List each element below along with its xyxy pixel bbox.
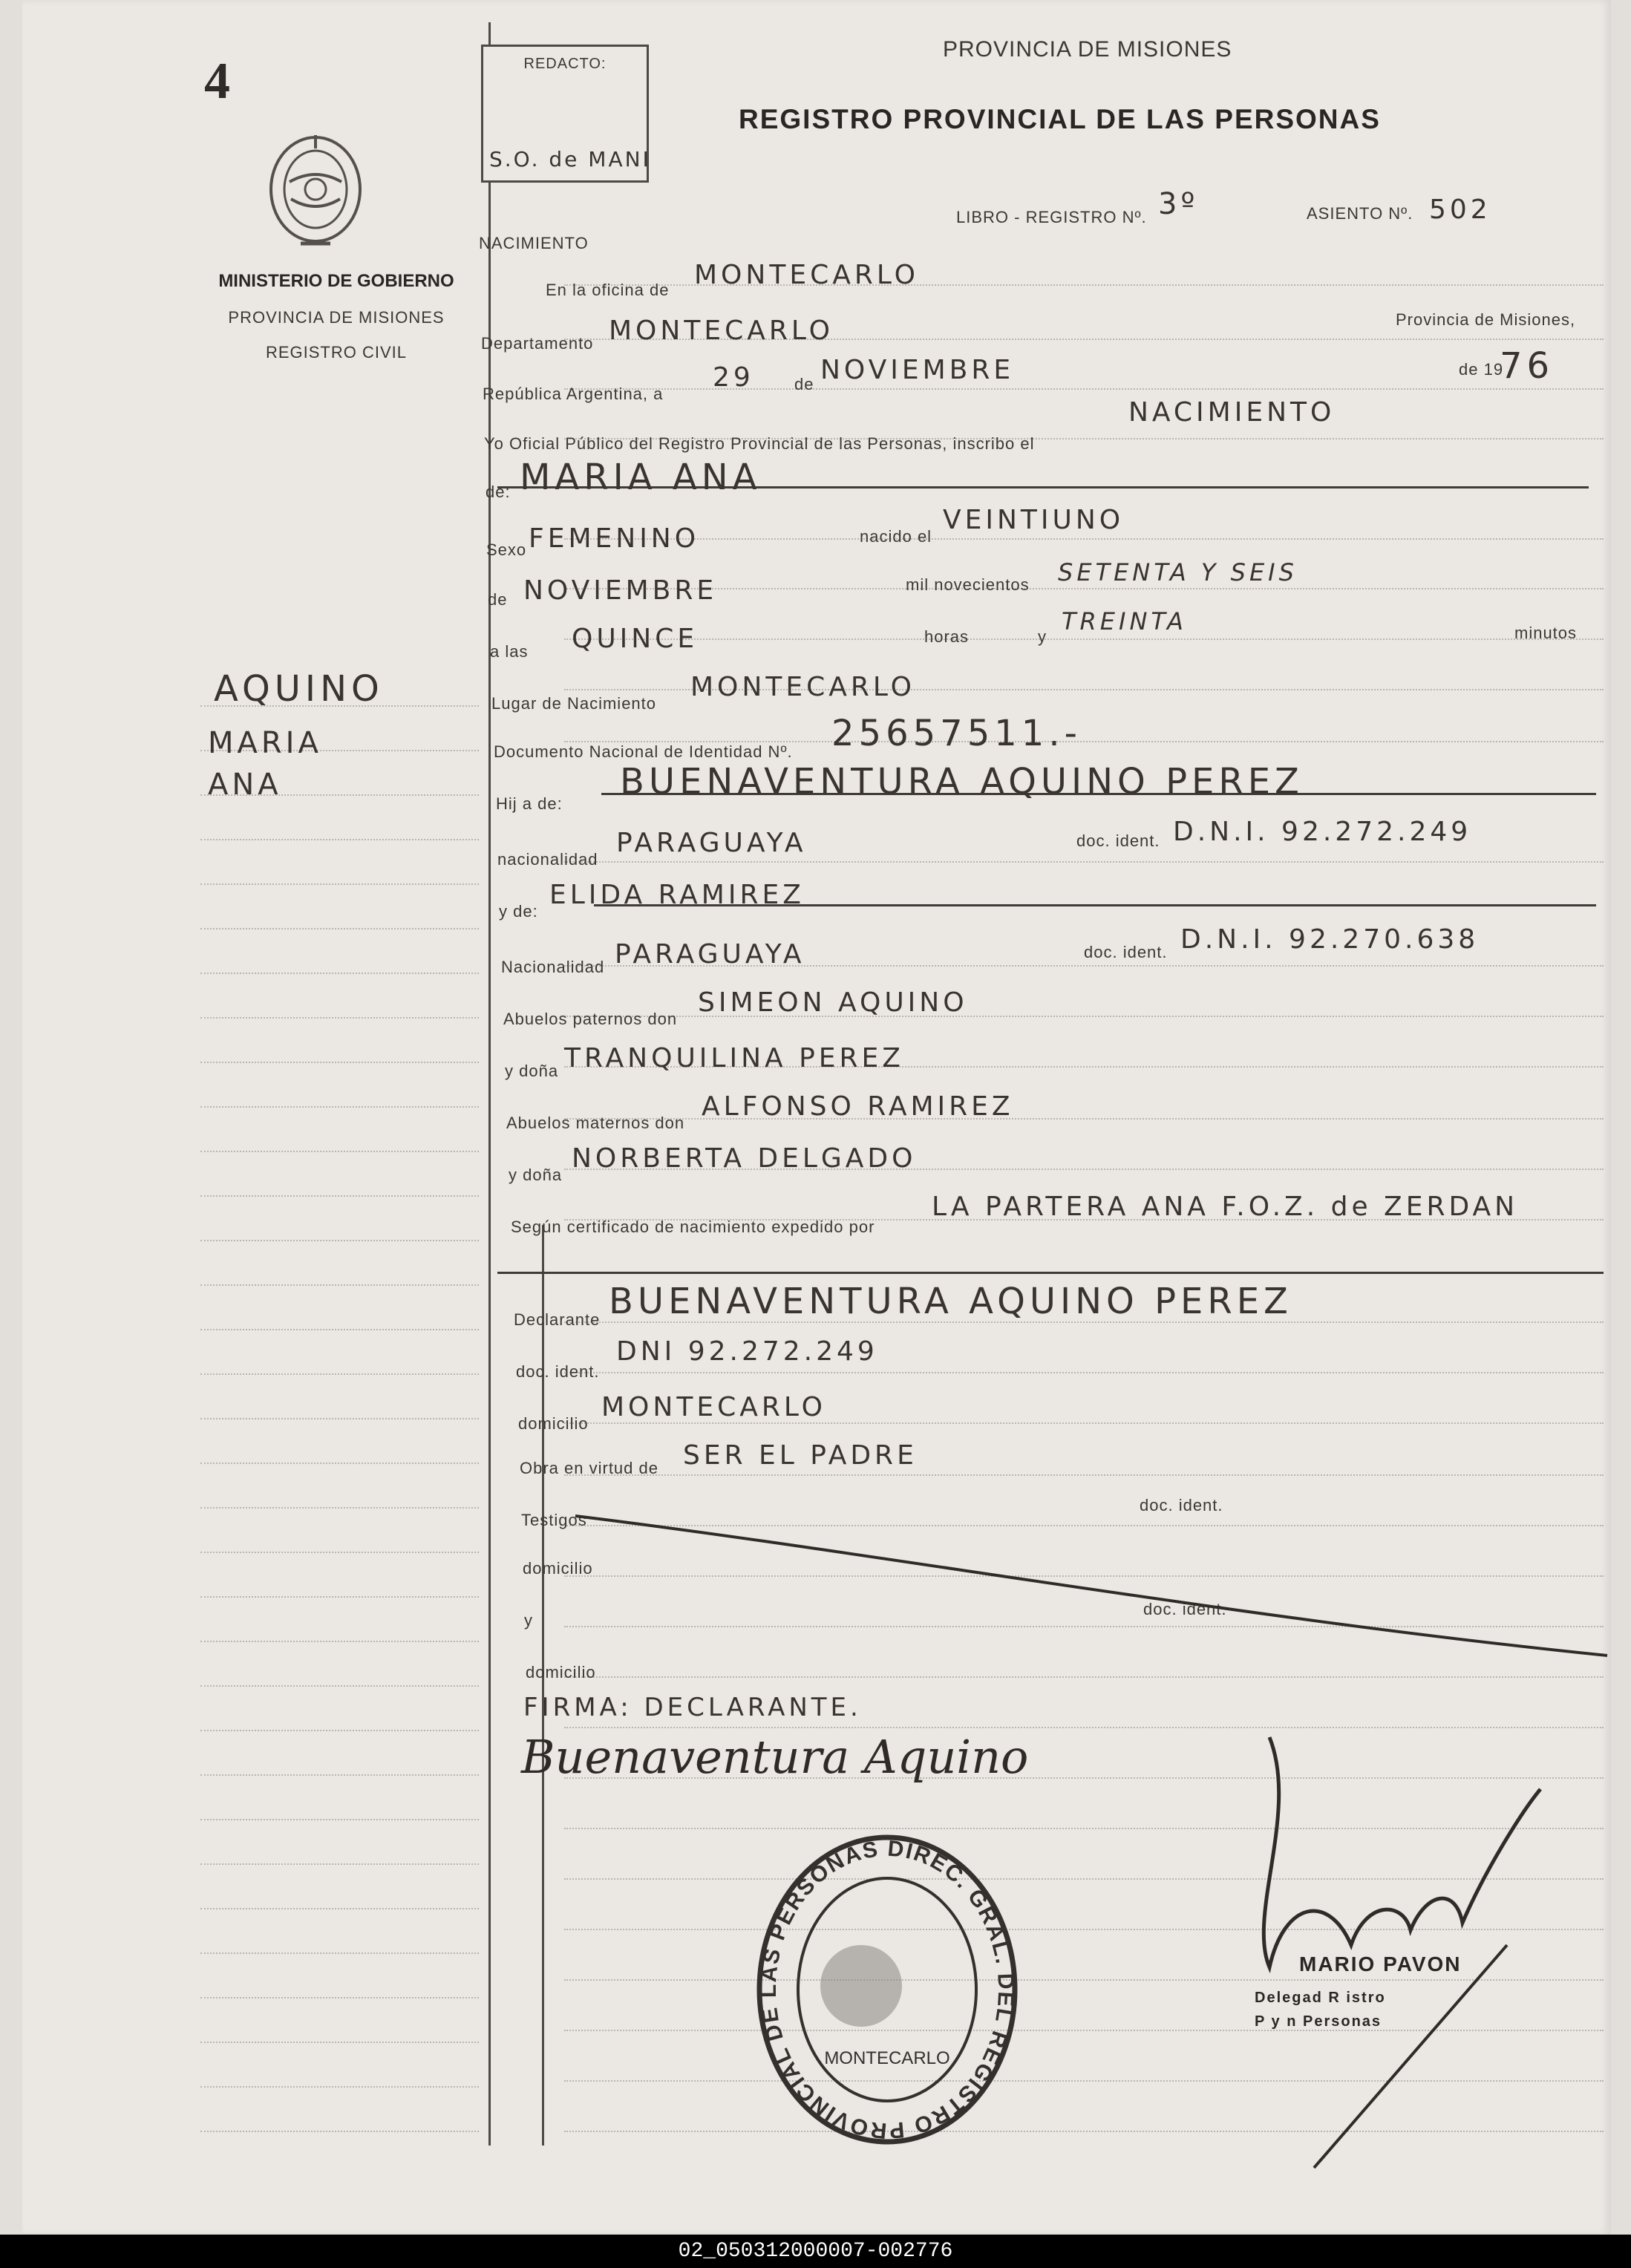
y2-label: y [524,1611,533,1630]
sexo-value: FEMENINO [529,523,700,554]
hijo-label: Hij a de: [496,794,563,813]
horas-label: horas [924,627,970,646]
testigos-domicilio2-label: domicilio [526,1663,596,1682]
nac-label: nacionalidad [497,850,598,869]
doc-madre-value: D.N.I. 92.270.638 [1180,924,1480,955]
nacido-value: VEINTIUNO [943,505,1125,535]
testigos-docident2-label: doc. ident. [1143,1600,1227,1618]
cancellation-line [572,1507,1611,1663]
ab-pat-don: SIMEON AQUINO [698,987,968,1018]
padre-value: BUENAVENTURA AQUINO PEREZ [620,761,1304,803]
declarante-doc: DNI 92.272.249 [616,1336,878,1367]
minutos-label: minutos [1514,624,1578,642]
departamento-value: MONTECARLO [609,316,834,346]
doc-padre-value: D.N.I. 92.272.249 [1173,817,1472,847]
redacto-value: S.O. de MANI [489,147,651,171]
header-province: PROVINCIA DE MISIONES [943,37,1232,62]
official-title-2: P y n Personas [1255,2013,1382,2030]
section-label: NACIMIENTO [479,234,589,252]
lugar-label: Lugar de Nacimiento [491,694,657,713]
nac-padre-value: PARAGUAYA [616,828,807,858]
testigos-label: Testigos [521,1511,587,1529]
ab-mat-don: ALFONSO RAMIREZ [702,1091,1014,1122]
mil-label: mil novecientos [906,575,1030,594]
declarante-value: BUENAVENTURA AQUINO PEREZ [609,1281,1292,1322]
ab-mat-dona: NORBERTA DELGADO [572,1143,917,1174]
separator-line [497,1272,1604,1274]
testigos-docident-label: doc. ident. [1140,1496,1223,1514]
docident-label: doc. ident. [1076,831,1160,850]
obra-value: SER EL PADRE [683,1440,918,1471]
ydona2-label: y doña [509,1166,563,1184]
departamento-label: Departamento [481,334,594,353]
cert-value: LA PARTERA ANA F.O.Z. de ZERDAN [932,1192,1519,1222]
stub-ministry: MINISTERIO DE GOBIERNO [218,271,454,291]
official-title-1: Delegad R istro [1255,1990,1386,2006]
firma-value: FIRMA: DECLARANTE. [523,1693,862,1722]
stamp-outer-text: DIREC. GRAL. DEL REGISTRO PROVINCIAL DE LAS PERSONAS [756,1836,1019,2143]
official-name: MARIO PAVON [1299,1952,1462,1975]
y-label: y [1038,627,1047,646]
anio2-value: SETENTA Y SEIS [1058,558,1298,586]
de3-label: de [488,590,508,609]
nac-madre-value: PARAGUAYA [615,939,805,970]
redacto-box [481,45,649,183]
mes-value: NOVIEMBRE [820,355,1015,385]
header-title: REGISTRO PROVINCIAL DE LAS PERSONAS [739,104,1381,134]
de2-label: de: [486,483,511,501]
anio-value: 76 [1500,345,1555,387]
asiento-label: ASIENTO Nº. [1307,204,1413,223]
alas-label: a las [490,642,529,661]
dni-value: 25657511.- [831,713,1082,754]
margin-second-name: ANA [208,768,282,802]
margin-first-name: MARIA [208,726,322,760]
yde-label: y de: [499,902,538,921]
stamp-inner-text: MONTECARLO [824,2048,950,2068]
mes2-value: NOVIEMBRE [523,575,718,606]
obra-label: Obra en virtud de [520,1459,658,1477]
hora-value: QUINCE [572,624,699,654]
domicilio-label: domicilio [518,1414,589,1433]
lugar-value: MONTECARLO [690,672,915,702]
nombre-value: MARIA ANA [520,457,762,498]
oficial-label: Yo Oficial Público del Registro Provincial de las Personas, inscribo el [484,434,1035,453]
stub-province: PROVINCIA DE MISIONES [228,308,445,327]
ab-pat-dona: TRANQUILINA PEREZ [564,1043,904,1073]
republica-label: República Argentina, a [483,385,664,403]
declarante-label: Declarante [514,1310,601,1329]
page-number: 4 [204,53,230,110]
sexo-label: Sexo [486,540,527,559]
anio-label: de 19 [1459,360,1504,379]
asiento-value: 502 [1429,195,1491,225]
de-label: de [794,375,814,393]
libro-label: LIBRO - REGISTRO Nº. [956,208,1147,226]
acto-value: NACIMIENTO [1128,397,1336,428]
nac2-label: Nacionalidad [501,958,605,976]
ydona-label: y doña [505,1062,559,1080]
certificate-page [22,0,1611,2235]
ab-mat-label: Abuelos maternos don [506,1114,685,1132]
testigos-domicilio-label: domicilio [523,1559,593,1578]
dni-label: Documento Nacional de Identidad Nº. [494,742,793,761]
stub-registry: REGISTRO CIVIL [265,343,408,362]
declarant-signature: Buenaventura Aquino [521,1730,1029,1784]
min-value: TREINTA [1062,607,1187,635]
libro-value: 3º [1158,187,1199,221]
nacido-label: nacido el [860,527,932,546]
cert-label: Según certificado de nacimiento expedido por [511,1218,875,1236]
docident-madre-label: doc. ident. [1084,943,1168,961]
ab-pat-label: Abuelos paternos don [503,1010,678,1028]
official-stamp-icon [746,1826,1028,2153]
domicilio-value: MONTECARLO [601,1392,826,1422]
margin-surname: AQUINO [214,668,384,710]
docident2-label: doc. ident. [516,1362,600,1381]
coat-of-arms-icon [260,126,371,260]
dia-value: 29 [713,362,754,393]
footer-id: 02_050312000007-002776 [0,2235,1631,2268]
redacto-label: REDACTO: [523,56,607,72]
oficina-value: MONTECARLO [694,260,919,290]
madre-value: ELIDA RAMIREZ [549,880,805,910]
oficina-label: En la oficina de [546,281,670,299]
provincia-label: Provincia de Misiones, [1396,310,1576,329]
